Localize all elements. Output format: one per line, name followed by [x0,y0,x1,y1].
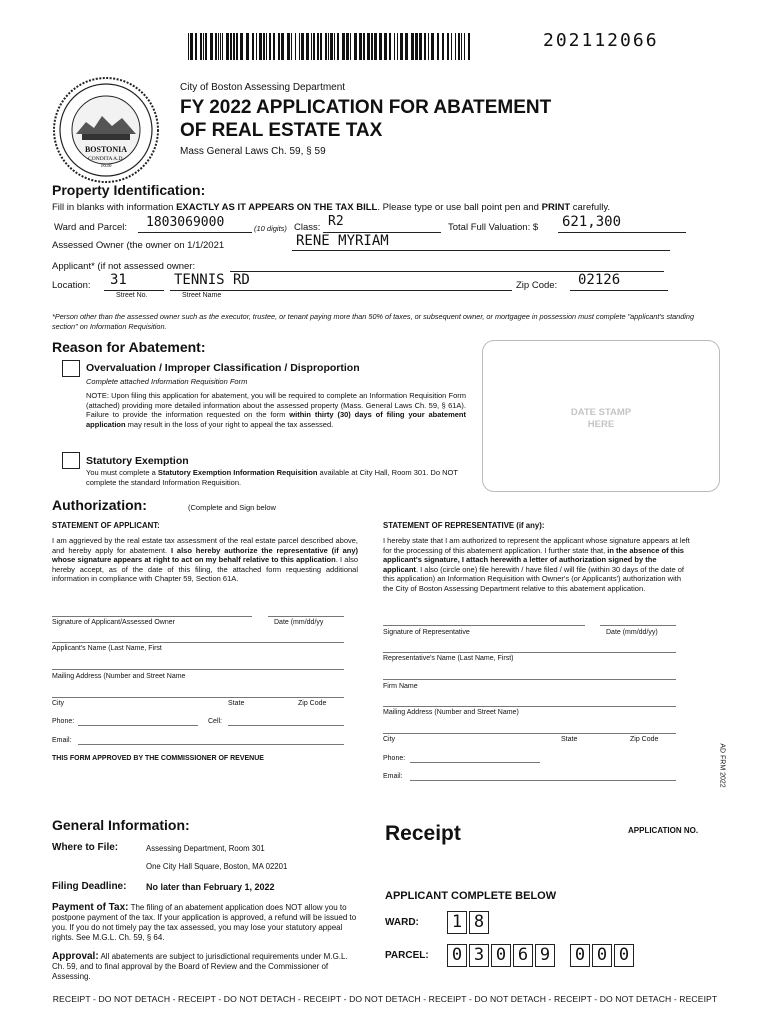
applicant-cell-label: Cell: [208,718,223,725]
parcel-digit-box[interactable]: 9 [535,944,555,967]
applicant-zip-field[interactable]: Zip Code [298,700,327,707]
class-label: Class: [294,222,321,233]
parcel-digit-box[interactable]: 6 [513,944,533,967]
applicant-name-field[interactable]: Applicant's Name (Last Name, First [52,645,162,652]
owner-label: Assessed Owner (the owner on 1/1/2021 [52,240,225,251]
zip-label: Zip Code: [516,280,558,291]
street-no-caption: Street No. [116,292,148,299]
applicant-city-field[interactable]: City [52,700,65,707]
form-number: 202112066 [543,30,659,51]
representative-phone-field[interactable] [410,762,540,763]
class-field[interactable]: R2 [328,214,344,229]
payment-of-tax: Payment of Tax: The filing of an abatement application does NOT allow you to postpone payment of the tax. If your application is approved, a refund will be issued to you. If you do not timely pay the tax assessed, you may lose your statutory appeal rights. See M.G.L. Ch. 59, § 64. [52,902,357,942]
statutory-exemption-label: Statutory Exemption [86,455,189,467]
street-name-caption: Street Name [182,292,222,299]
applicant-email-label: Email: [52,737,72,744]
firm-name-field[interactable]: Firm Name [383,683,418,690]
parcel-digit-box[interactable]: 0 [592,944,612,967]
overvaluation-sub: Complete attached Information Requisition Form [86,377,248,386]
applicant-complete-below: APPLICANT COMPLETE BELOW [385,890,557,902]
applicant-statement-title: STATEMENT OF APPLICANT: [52,521,160,530]
parcel-digit-box[interactable]: 0 [614,944,634,967]
applicant-mailing-field[interactable]: Mailing Address (Number and Street Name [52,673,186,680]
applicant-state-field[interactable]: State [228,700,245,707]
property-instructions: Fill in blanks with information EXACTLY AS IT APPEARS ON THE TAX BILL. Please type or use ball point pen and PRINT carefully. [52,202,611,213]
representative-state-field[interactable]: State [561,736,578,743]
svg-text:1630: 1630 [100,163,112,169]
representative-date-field[interactable]: Date (mm/dd/yy) [606,629,658,636]
applicant-phone-label: Phone: [52,718,75,725]
applicant-signature-field[interactable]: Signature of Applicant/Assessed Owner [52,619,175,626]
filing-deadline-value: No later than February 1, 2022 [146,882,275,892]
representative-city-field[interactable]: City [383,736,396,743]
applicant-email-field[interactable] [78,744,344,745]
receipt-parcel-label: PARCEL: [385,950,429,961]
representative-statement: I hereby state that I am authorized to represent the applicant whose signature appears at left for the processing of this abatement application. I further state that, in the absence of this applicant's signature, I attach herewith a letter of authorization signed by the applicant. I also (circle one) file herewith / have filed / will file (within 30 days of the date of this application) an Information Requisition with Owner's (or Applicants') authorization with the City of Boston Assessing Department relative to this abatement application. [383,536,690,593]
filing-deadline-label: Filing Deadline: [52,881,127,892]
where-to-file-line2: One City Hall Square, Boston, MA 02201 [146,862,288,871]
form-title: FY 2022 APPLICATION FOR ABATEMENT OF REAL ESTATE TAX [180,97,552,141]
overvaluation-label: Overvaluation / Improper Classification / Disproportion [86,362,360,374]
receipt-title: Receipt [385,822,461,845]
application-number-label: APPLICATION NO. [628,826,699,835]
requisition-note: NOTE: Upon filing this application for abatement, you will be required to complete an Information Requisition Form (attached) providing more detailed information about the assessed property (Mass. General Laws Ch. 59, § 61A). Failure to provide the information requested on the form within thirty (30) days of filing your abatement application may result in the loss of your right to appeal the tax assessed. [86,391,467,429]
representative-signature-field[interactable]: Signature of Representative [383,629,470,636]
section-heading-authorization: Authorization: [52,497,147,513]
date-stamp-box: DATE STAMP HERE [482,340,720,492]
valuation-field[interactable]: 621,300 [562,214,622,230]
owner-field[interactable]: RENE MYRIAM [296,233,389,249]
city-seal [52,76,160,184]
ward-parcel-field[interactable]: 1803069000 [146,215,225,230]
applicant-statement: I am aggrieved by the real estate tax assessment of the real estate parcel described above, and hereby apply for abatement. I also hereby authorize the representative (if any) whose signature appears at right to act on my behalf relative to this application. I also hereby accept, as of the date of this filing, the attached form requesting additional information in compliance with Chapter 59, Section 61A. [52,536,359,583]
where-to-file-line1: Assessing Department, Room 301 [146,844,265,853]
ward-parcel-label: Ward and Parcel: [54,222,128,233]
statutory-exemption-text: You must complete a Statutory Exemption Information Requisition available at City Hall, Room 301. Do NOT complete the standard Information Requisition. [86,468,458,487]
applicant-label: Applicant* (if not assessed owner: [52,261,196,272]
parcel-digit-box[interactable]: 0 [447,944,467,967]
location-label: Location: [52,280,91,291]
ward-parcel-hint: (10 digits) [254,224,287,233]
barcode [186,33,476,60]
parcel-digit-box[interactable]: 0 [491,944,511,967]
overvaluation-checkbox[interactable] [62,360,80,377]
section-heading-general: General Information: [52,817,190,833]
approval-notice: THIS FORM APPROVED BY THE COMMISSIONER OF REVENUE [52,755,264,762]
statutory-exemption-checkbox[interactable] [62,452,80,469]
applicant-footnote: *Person other than the assessed owner such as the executor, trustee, or tenant paying more than 50% of taxes, or subsequent owner, or mortgagee in possession must complete "applicant's standing section" on Information Requisition. [52,312,695,331]
svg-text:BOSTONIA: BOSTONIA [84,145,128,154]
applicant-phone-field[interactable] [78,725,198,726]
street-number-field[interactable]: 31 [110,272,127,288]
representative-name-field[interactable]: Representative's Name (Last Name, First) [383,655,514,662]
authorization-note: (Complete and Sign below [188,503,276,512]
where-to-file-label: Where to File: [52,842,119,853]
representative-mailing-field[interactable]: Mailing Address (Number and Street Name) [383,709,519,716]
ward-digit-box[interactable]: 1 [447,911,467,934]
section-heading-reason: Reason for Abatement: [52,339,206,355]
ward-digit-box[interactable]: 8 [469,911,489,934]
valuation-label: Total Full Valuation: $ [448,222,539,233]
representative-zip-field[interactable]: Zip Code [630,736,659,743]
form-code: AD FRM 2022 [718,743,726,788]
svg-text:CONDITA A.D.: CONDITA A.D. [88,156,124,162]
form-subtitle: Mass General Laws Ch. 59, § 59 [180,146,326,157]
parcel-digit-box[interactable]: 3 [469,944,489,967]
parcel-digit-box[interactable]: 0 [570,944,590,967]
department-name: City of Boston Assessing Department [180,82,346,93]
receipt-ward-label: WARD: [385,917,419,928]
applicant-cell-field[interactable] [228,725,344,726]
representative-phone-label: Phone: [383,755,406,762]
street-name-field[interactable]: TENNIS RD [174,272,250,288]
applicant-date-field[interactable]: Date (mm/dd/yy [274,619,324,626]
zip-field[interactable]: 02126 [578,272,621,288]
receipt-tear-line: RECEIPT - DO NOT DETACH - RECEIPT - DO NOT DETACH - RECEIPT - DO NOT DETACH - RECEIPT - DO NOT DETACH - RECEIPT - DO NOT DETACH - RECEIPT [52,994,718,1004]
approval-info: Approval: All abatements are subject to jurisdictional requirements under M.G.L. Ch. 59, and to final approval by the Board of Review and the Commissioner of Assessing. [52,951,348,981]
representative-email-field[interactable] [410,780,676,781]
representative-email-label: Email: [383,773,403,780]
representative-statement-title: STATEMENT OF REPRESENTATIVE (if any): [383,521,545,530]
section-heading-property: Property Identification: [52,182,206,198]
